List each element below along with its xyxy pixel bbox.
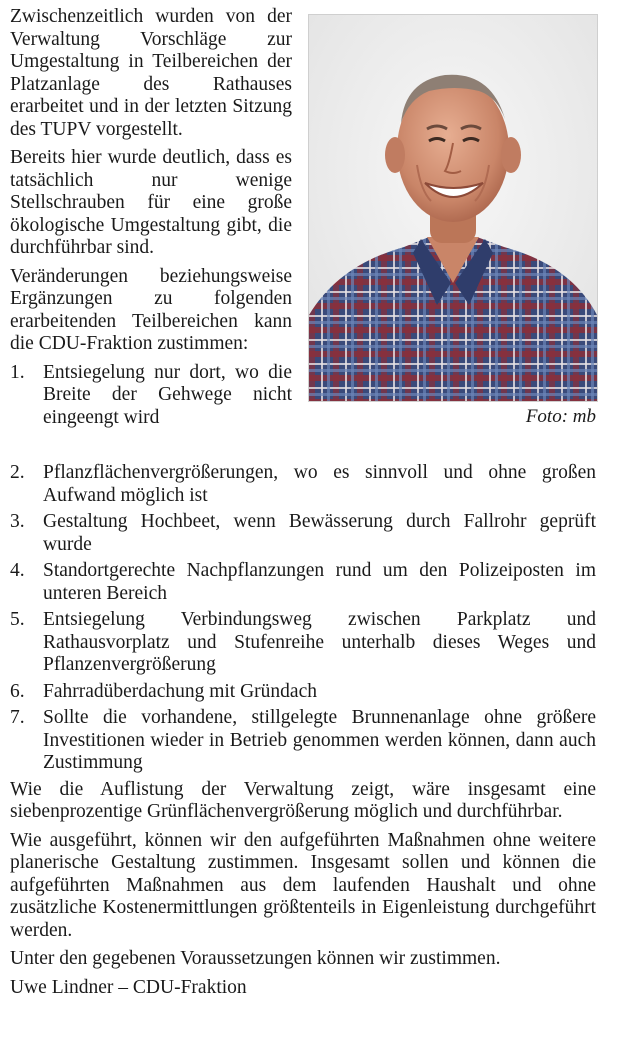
list-item bbox=[10, 707, 596, 775]
measures-list-start bbox=[10, 362, 292, 430]
measures-paragraph: Wie ausgeführt, können wir den aufgeführten Maßnahmen ohne weitere planerische Gestaltung zustimmen. Insgesamt sollen und können die aufgeführten Maßnahmen aus dem laufenden Haushalt und ohne zusätzliche Kostenermittlungen größtenteils in Eigenleistung durchgeführt werden. bbox=[10, 829, 596, 941]
list-item bbox=[10, 362, 292, 430]
list-item bbox=[10, 560, 596, 605]
list-text: Gestaltung Hochbeet, wenn Bewässerung durch Fallrohr geprüft wurde bbox=[43, 511, 596, 555]
photo-block bbox=[308, 14, 598, 428]
observation-paragraph: Bereits hier wurde deutlich, dass es tatsächlich nur wenige Stellschrauben für eine große ökologische Umgestaltung gibt, die durchführbar sind. bbox=[10, 147, 292, 258]
author-signature: Uwe Lindner – CDU-Fraktion bbox=[10, 976, 247, 998]
photo-caption: Foto: mb bbox=[525, 406, 596, 427]
left-column bbox=[10, 6, 292, 433]
list-text: Standortgerechte Nachpflanzungen rund um den Polizeiposten im unteren Bereich bbox=[43, 560, 596, 604]
list-number: 4. bbox=[10, 560, 25, 581]
list-number: 3. bbox=[10, 511, 25, 532]
list-number: 6. bbox=[10, 680, 25, 702]
measures-list-continued bbox=[10, 462, 596, 775]
agreement-paragraph: Veränderungen beziehungsweise Ergänzungen zu folgenden erarbeitenden Teilbereichen kann die CDU-Fraktion zustimmen: bbox=[10, 265, 292, 354]
list-item bbox=[10, 462, 596, 507]
list-number: 7. bbox=[10, 707, 25, 728]
list-text: Sollte die vorhandene, stillgelegte Brunnenanlage ohne größere Investitionen wieder in Betrieb genommen werden können, dann auch Zustimmung bbox=[43, 707, 596, 773]
list-number: 2. bbox=[10, 462, 25, 483]
list-number: 1. bbox=[10, 361, 25, 383]
list-text: Entsiegelung nur dort, wo die Breite der Gehwege nicht eingeengt wird bbox=[43, 361, 292, 428]
portrait-photo bbox=[308, 14, 598, 402]
list-item bbox=[10, 681, 596, 704]
list-text: Pflanzflächenvergrößerungen, wo es sinnvoll und ohne großen Aufwand möglich ist bbox=[43, 462, 596, 506]
article-bottom bbox=[10, 462, 596, 999]
list-item bbox=[10, 609, 596, 677]
list-number: 5. bbox=[10, 609, 25, 630]
list-text: Fahrradüberdachung mit Gründach bbox=[43, 680, 317, 702]
conclusion-paragraph: Unter den gegebenen Voraussetzungen können wir zustimmen. bbox=[10, 948, 501, 969]
list-item bbox=[10, 511, 596, 556]
list-text: Entsiegelung Verbindungsweg zwischen Parkplatz und Rathausvorplatz und Stufenreihe unterhalb dieses Weges und Pflanzenvergrößerung bbox=[43, 609, 596, 675]
summary-paragraph: Wie die Auflistung der Verwaltung zeigt, wäre insgesamt eine siebenprozentige Grünflächenvergrößerung möglich und durchführbar. bbox=[10, 778, 596, 822]
intro-paragraph: Zwischenzeitlich wurden von der Verwaltung Vorschläge zur Umgestaltung in Teilbereichen der Platzanlage des Rathauses erarbeitet und in der letzten Sitzung des TUPV vorgestellt. bbox=[10, 6, 292, 140]
